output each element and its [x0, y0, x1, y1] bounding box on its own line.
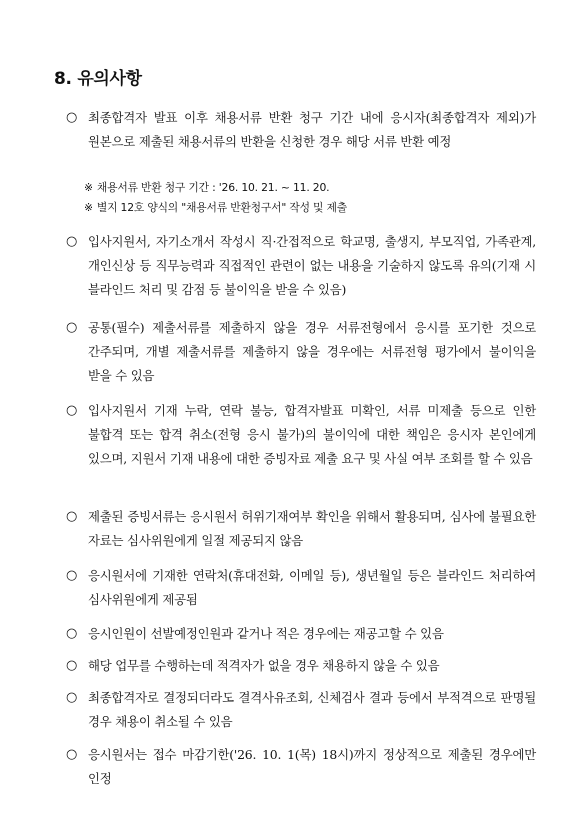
- bullet-circle-icon: ○: [66, 110, 78, 125]
- note-text: 채용서류 반환 청구 기간 : '26. 10. 21. ~ 11. 20.: [96, 181, 330, 194]
- bullet-circle-icon: ○: [66, 320, 78, 335]
- notice-text: 공통(필수) 제출서류를 제출하지 않을 경우 서류전형에서 응시를 포기한 것으로 간주되며, 개별 제출서류를 제출하지 않을 경우에는 서류전형 평가에서 불이익을 받을 수 있음: [88, 320, 536, 383]
- notice-text: 제출된 증빙서류는 응시원서 허위기재여부 확인을 위해서 활용되며, 심사에 불필요한 자료는 심사위원에게 일절 제공되지 않음: [88, 509, 536, 548]
- notice-item-6: [66, 564, 536, 612]
- bullet-circle-icon: ○: [66, 747, 78, 762]
- notice-item-8: [66, 654, 536, 678]
- notice-item-4: [66, 399, 536, 471]
- bullet-circle-icon: ○: [66, 403, 78, 418]
- notice-text: 해당 업무를 수행하는데 적격자가 없을 경우 채용하지 않을 수 있음: [88, 658, 440, 673]
- notice-item-9: [66, 686, 536, 734]
- note-item-2: [84, 198, 534, 218]
- notice-text: 응시원서는 접수 마감기한('26. 10. 1(목) 18시)까지 정상적으로 제출된 경우에만 인정: [88, 747, 536, 786]
- bullet-circle-icon: ○: [66, 626, 78, 641]
- section-heading: [54, 64, 142, 89]
- bullet-circle-icon: ○: [66, 658, 78, 673]
- reference-mark-icon: ※: [84, 201, 93, 214]
- note-text: 별지 12호 양식의 "채용서류 반환청구서" 작성 및 제출: [96, 201, 347, 214]
- notice-text: 입사지원서 기재 누락, 연락 불능, 합격자발표 미확인, 서류 미제출 등으로 인한 불합격 또는 합격 취소(전형 응시 불가)의 불이익에 대한 책임은 응시자 본인에게 있으며, 지원서 기재 내용에 대한 증빙자료 제출 요구 및 사실 여부 조회를 할 수 있음: [88, 403, 536, 466]
- bullet-circle-icon: ○: [66, 234, 78, 249]
- notice-text: 응시원서에 기재한 연락처(휴대전화, 이메일 등), 생년월일 등은 블라인드 처리하여 심사위원에게 제공됨: [88, 568, 536, 607]
- bullet-circle-icon: ○: [66, 509, 78, 524]
- reference-mark-icon: ※: [84, 181, 93, 194]
- notice-text: 최종합격자로 결정되더라도 결격사유조회, 신체검사 결과 등에서 부적격으로 판명될 경우 채용이 취소될 수 있음: [88, 690, 536, 729]
- notice-item-3: [66, 316, 536, 388]
- notice-text: 응시인원이 선발예정인원과 같거나 적은 경우에는 재공고할 수 있음: [88, 626, 444, 641]
- notice-item-7: [66, 622, 536, 646]
- note-item-1: [84, 178, 534, 198]
- bullet-circle-icon: ○: [66, 568, 78, 583]
- bullet-circle-icon: ○: [66, 690, 78, 705]
- section-number: 8.: [54, 69, 72, 89]
- section-title: 유의사항: [77, 69, 142, 89]
- notice-item-1: [66, 106, 536, 154]
- notice-item-10: [66, 743, 536, 791]
- notice-text: 입사지원서, 자기소개서 작성시 직·간접적으로 학교명, 출생지, 부모직업, 가족관계, 개인신상 등 직무능력과 직접적인 관련이 없는 내용을 기술하지 않도록 유의(기재 시 블라인드 처리 및 감점 등 불이익을 받을 수 있음): [88, 234, 536, 297]
- notice-item-5: [66, 505, 536, 553]
- notice-text: 최종합격자 발표 이후 채용서류 반환 청구 기간 내에 응시자(최종합격자 제외)가 원본으로 제출된 채용서류의 반환을 신청한 경우 해당 서류 반환 예정: [88, 110, 536, 149]
- notice-item-2: [66, 230, 536, 302]
